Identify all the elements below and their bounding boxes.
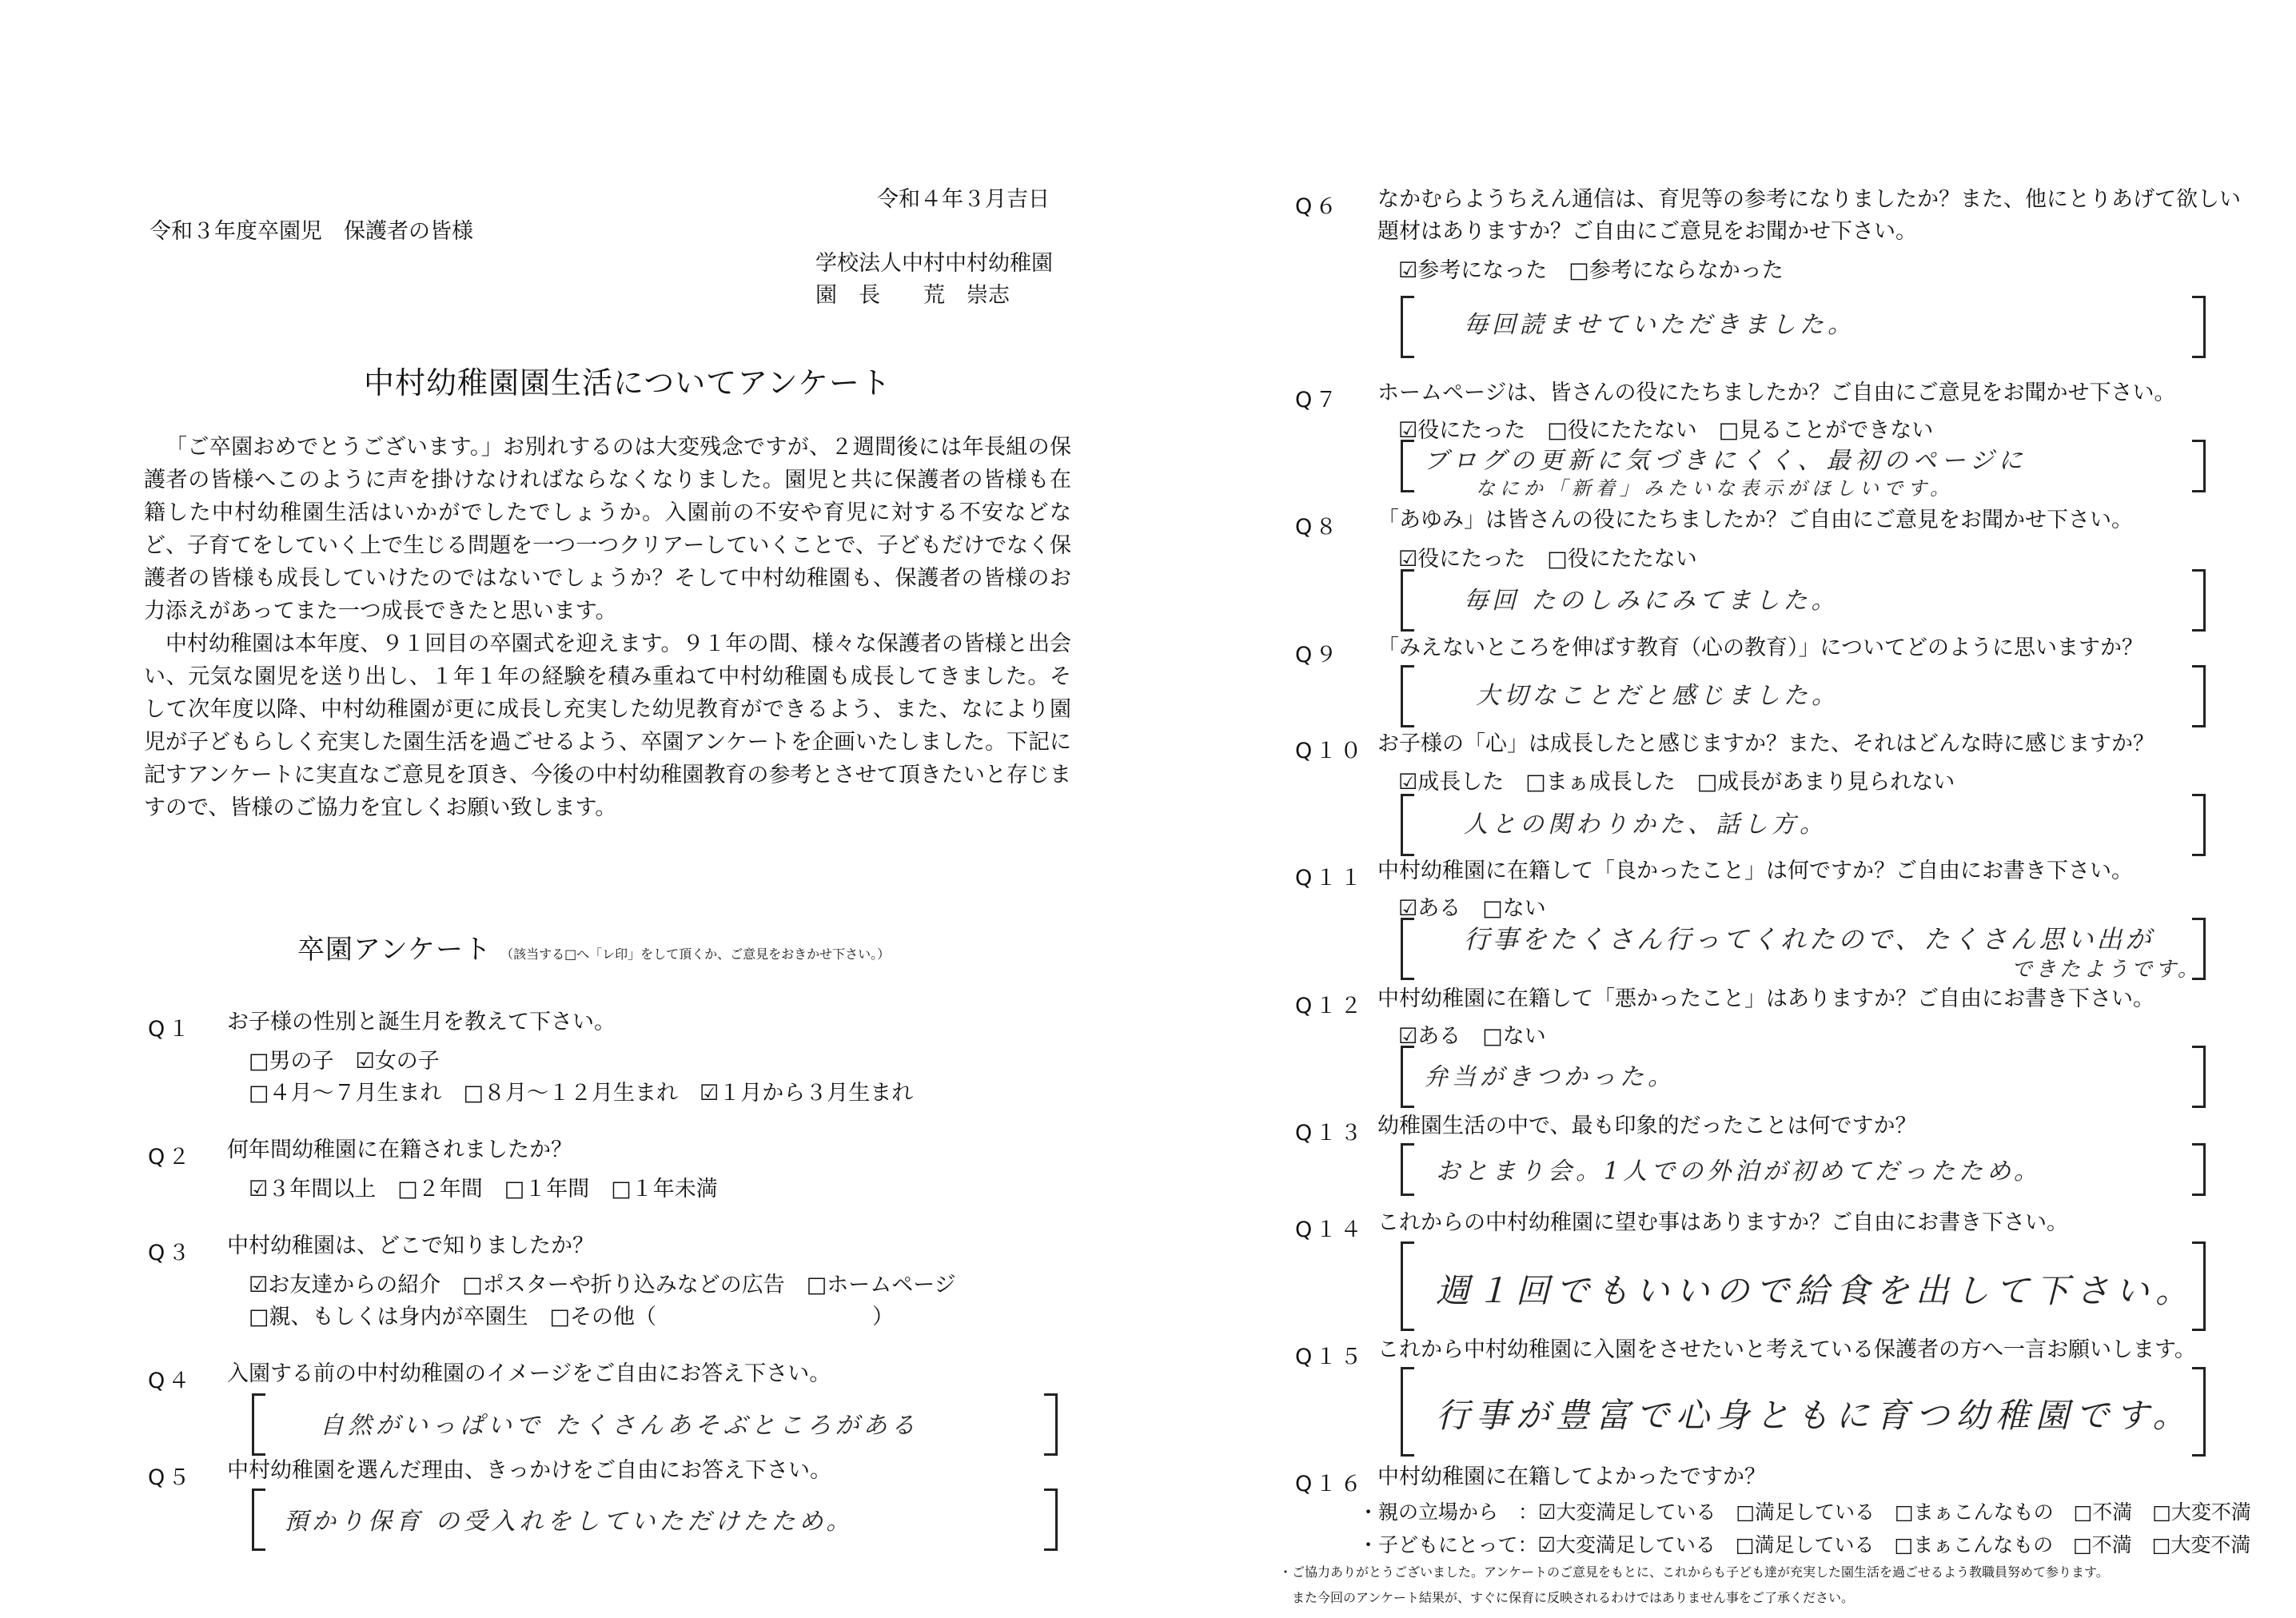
q12-answer[interactable]: 弁当がきつかった。 (1424, 1063, 1676, 1091)
q14-text: これからの中村幼稚園に望む事はありますか？ご自由にお書き下さい。 (1377, 1210, 2068, 1235)
q10-options[interactable]: ☑成長した □まぁ成長した □成長があまり見られない (1398, 770, 1955, 795)
survey-title: 卒園アンケート (297, 934, 492, 966)
letter-addressee: 令和３年度卒園児 保護者の皆様 (149, 219, 473, 244)
q7-options[interactable]: ☑役にたった □役にたたない □見ることができない (1398, 418, 1934, 443)
q7-number: Q７ (1295, 388, 1341, 412)
q4-text: 入園する前の中村幼稚園のイメージをご自由にお答え下さい。 (227, 1361, 831, 1386)
q3-options-row1[interactable]: ☑お友達からの紹介 □ポスターや折り込みなどの広告 □ホームページ (249, 1273, 956, 1297)
q6-bracket-right (2192, 296, 2206, 358)
q2-text: 何年間幼稚園に在籍されましたか？ (227, 1138, 572, 1162)
q10-number: Q１０ (1295, 739, 1365, 763)
footer-note: また今回のアンケート結果が、すぐに保育に反映されるわけではありません事をご了承ください。 (1292, 1590, 1855, 1605)
q12-bracket-right (2192, 1046, 2206, 1108)
q13-number: Q１３ (1295, 1121, 1365, 1146)
letter-date: 令和４年３月吉日 (877, 187, 1050, 212)
q12-bracket-left (1401, 1046, 1414, 1108)
q16-child-options[interactable]: ・子どもにとって：☑大変満足している □満足している □まぁこんなもの □不満 □大変不満 (1358, 1533, 2251, 1556)
q1-text: お子様の性別と誕生月を教えて下さい。 (227, 1010, 616, 1034)
footer-thanks: ・ご協力ありがとうございました。アンケートのご意見をもとに、これからも子ども達が充実した園生活を過ごせるよう教職員努めて参ります。 (1279, 1564, 2109, 1580)
q11-bracket-left (1401, 918, 1414, 980)
q16-text: 中村幼稚園に在籍してよかったですか？ (1377, 1465, 1766, 1489)
q7-answer-line2[interactable]: なにか「新着」みたいな表示がほしいです。 (1476, 477, 1955, 500)
q6-bracket-left (1401, 296, 1414, 358)
q3-options-row2[interactable]: □親、もしくは身内が卒園生 □その他（ ） (249, 1305, 895, 1329)
q15-text: これから中村幼稚園に入園をさせたいと考えている保護者の方へ一言お願いします。 (1377, 1337, 2196, 1362)
letter-paragraph-1: 「ご卒園おめでとうございます。」お別れするのは大変残念ですが、２週間後には年長組の保護者の皆様へこのように声を掛けなければならなくなりました。園児と共に保護者の皆様も在籍した中村幼稚園生活はいかがでしたでしょうか。入園前の不安や育児に対する不安などなど、子育てをしていく上で生じる問題を一つ一つクリアーしていくことで、子どもだけでなく保護者の皆様も成長していけたのではないでしょうか？そして中村幼稚園も、保護者の皆様のお力添えがあってまた一つ成長できたと思います。 (144, 435, 1071, 624)
q5-bracket-left (252, 1488, 265, 1551)
q3-text: 中村幼稚園は、どこで知りましたか？ (227, 1233, 594, 1258)
q9-text: 「みえないところを伸ばす教育（心の教育）」についてどのように思いますか？ (1377, 636, 2143, 660)
q14-bracket-left (1401, 1241, 1414, 1331)
q4-number: Q４ (148, 1369, 193, 1393)
survey-heading (297, 927, 890, 966)
q16-number: Q１６ (1295, 1472, 1365, 1496)
q14-number: Q１４ (1295, 1217, 1365, 1242)
q4-bracket-left (252, 1393, 265, 1456)
q5-number: Q５ (148, 1465, 193, 1490)
q7-text: ホームページは、皆さんの役にたちましたか？ご自由にご意見をお聞かせ下さい。 (1377, 381, 2176, 405)
q11-answer-line2[interactable]: できたようです。 (2011, 958, 2202, 982)
q6-number: Q６ (1295, 194, 1341, 219)
q8-bracket-left (1401, 569, 1414, 632)
q11-options[interactable]: ☑ある □ない (1398, 896, 1546, 921)
page-title: 中村幼稚園園生活についてアンケート (364, 365, 891, 401)
q10-bracket-left (1401, 794, 1414, 856)
q2-number: Q２ (148, 1145, 193, 1170)
q2-options[interactable]: ☑３年間以上 □２年間 □１年間 □１年未満 (249, 1177, 718, 1202)
q7-answer-line1[interactable]: ブログの更新に気づきにくく、最初のページに (1424, 447, 2027, 475)
q16-parent-options[interactable]: ・親の立場から ：☑大変満足している □満足している □まぁこんなもの □不満 □大変不満 (1358, 1500, 2251, 1524)
q13-text: 幼稚園生活の中で、最も印象的だったことは何ですか？ (1377, 1114, 1917, 1138)
q8-answer[interactable]: 毎回 たのしみにみてました。 (1464, 587, 1840, 615)
q1-number: Q１ (148, 1017, 193, 1042)
q13-answer[interactable]: おとまり会。1人での外泊が初めてだったため。 (1436, 1158, 2042, 1186)
q6-text-line2: 題材はありますか？ご自由にご意見をお聞かせ下さい。 (1377, 219, 1917, 244)
q9-bracket-right (2192, 665, 2206, 727)
letter-body (144, 431, 1071, 824)
q6-options[interactable]: ☑参考になった □参考にならなかった (1398, 258, 1784, 283)
q12-text: 中村幼稚園に在籍して「悪かったこと」はありますか？ご自由にお書き下さい。 (1377, 986, 2154, 1011)
q8-bracket-right (2192, 569, 2206, 632)
q1-gender-options[interactable]: □男の子 ☑女の子 (249, 1049, 440, 1074)
q5-answer[interactable]: 預かり保育 の受入れをしていただけたため。 (284, 1508, 855, 1536)
q3-number: Q３ (148, 1241, 193, 1265)
q8-number: Q８ (1295, 515, 1341, 540)
survey-instruction: （該当する□へ「レ印」をして頂くか、ご意見をおきかせ下さい。） (500, 946, 891, 962)
q1-birth-month-options[interactable]: □４月～７月生まれ □８月～１２月生まれ ☑１月から３月生まれ (249, 1081, 914, 1106)
q7-bracket-left (1401, 440, 1414, 492)
q9-answer[interactable]: 大切なことだと感じました。 (1476, 682, 1840, 710)
q10-answer[interactable]: 人との関わりかた、話し方。 (1464, 811, 1828, 839)
q4-bracket-right (1044, 1393, 1058, 1456)
q9-number: Q９ (1295, 643, 1341, 668)
q15-bracket-right (2192, 1367, 2206, 1457)
q10-text: お子様の「心」は成長したと感じますか？また、それはどんな時に感じますか？ (1377, 731, 2154, 756)
q11-text: 中村幼稚園に在籍して「良かったこと」は何ですか？ご自由にお書き下さい。 (1377, 859, 2133, 883)
right-page (1148, 0, 2296, 1618)
letter-principal: 園 長 荒 崇志 (815, 283, 1010, 308)
q9-bracket-left (1401, 665, 1414, 727)
letter-org: 学校法人中村中村幼稚園 (815, 251, 1053, 276)
letter-paragraph-2: 中村幼稚園は本年度、９１回目の卒園式を迎えます。９１年の間、様々な保護者の皆様と出会い、元気な園児を送り出し、１年１年の経験を積み重ねて中村幼稚園も成長してきました。そして次年度以降、中村幼稚園が更に成長し充実した幼児教育ができるよう、また、なにより園児が子どもらしく充実した園生活を過ごせるよう、卒園アンケートを企画いたしました。下記に記すアンケートに実直なご意見を頂き、今後の中村幼稚園教育の参考とさせて頂きたいと存じますので、皆様のご協力を宜しくお願い致します。 (144, 632, 1071, 820)
q10-bracket-right (2192, 794, 2206, 856)
q13-bracket-right (2192, 1143, 2206, 1196)
q5-bracket-right (1044, 1488, 1058, 1551)
q11-answer-line1[interactable]: 行事をたくさん行ってくれたので、たくさん思い出が (1464, 924, 2154, 954)
q11-number: Q１１ (1295, 866, 1365, 891)
q13-bracket-left (1401, 1143, 1414, 1196)
q6-answer[interactable]: 毎回読ませていただきました。 (1464, 311, 1856, 339)
q6-text-line1: なかむらようちえん通信は、育児等の参考になりましたか？また、他にとりあげて欲しい (1377, 187, 2241, 212)
q4-answer[interactable]: 自然がいっぱいで たくさんあそぶところがある (320, 1412, 919, 1440)
q12-number: Q１２ (1295, 994, 1365, 1018)
q15-number: Q１５ (1295, 1345, 1365, 1369)
q7-bracket-right (2192, 440, 2206, 492)
q8-text: 「あゆみ」は皆さんの役にたちましたか？ご自由にご意見をお聞かせ下さい。 (1377, 508, 2133, 532)
q12-options[interactable]: ☑ある □ない (1398, 1024, 1546, 1049)
q14-answer[interactable]: 週１回でもいいので給食を出して下さい。 (1436, 1271, 2196, 1310)
q15-answer[interactable]: 行事が豊富で心身ともに育つ幼稚園です。 (1436, 1396, 2193, 1435)
q5-text: 中村幼稚園を選んだ理由、きっかけをご自由にお答え下さい。 (227, 1458, 831, 1483)
q15-bracket-left (1401, 1367, 1414, 1457)
q8-options[interactable]: ☑役にたった □役にたたない (1398, 547, 1697, 572)
